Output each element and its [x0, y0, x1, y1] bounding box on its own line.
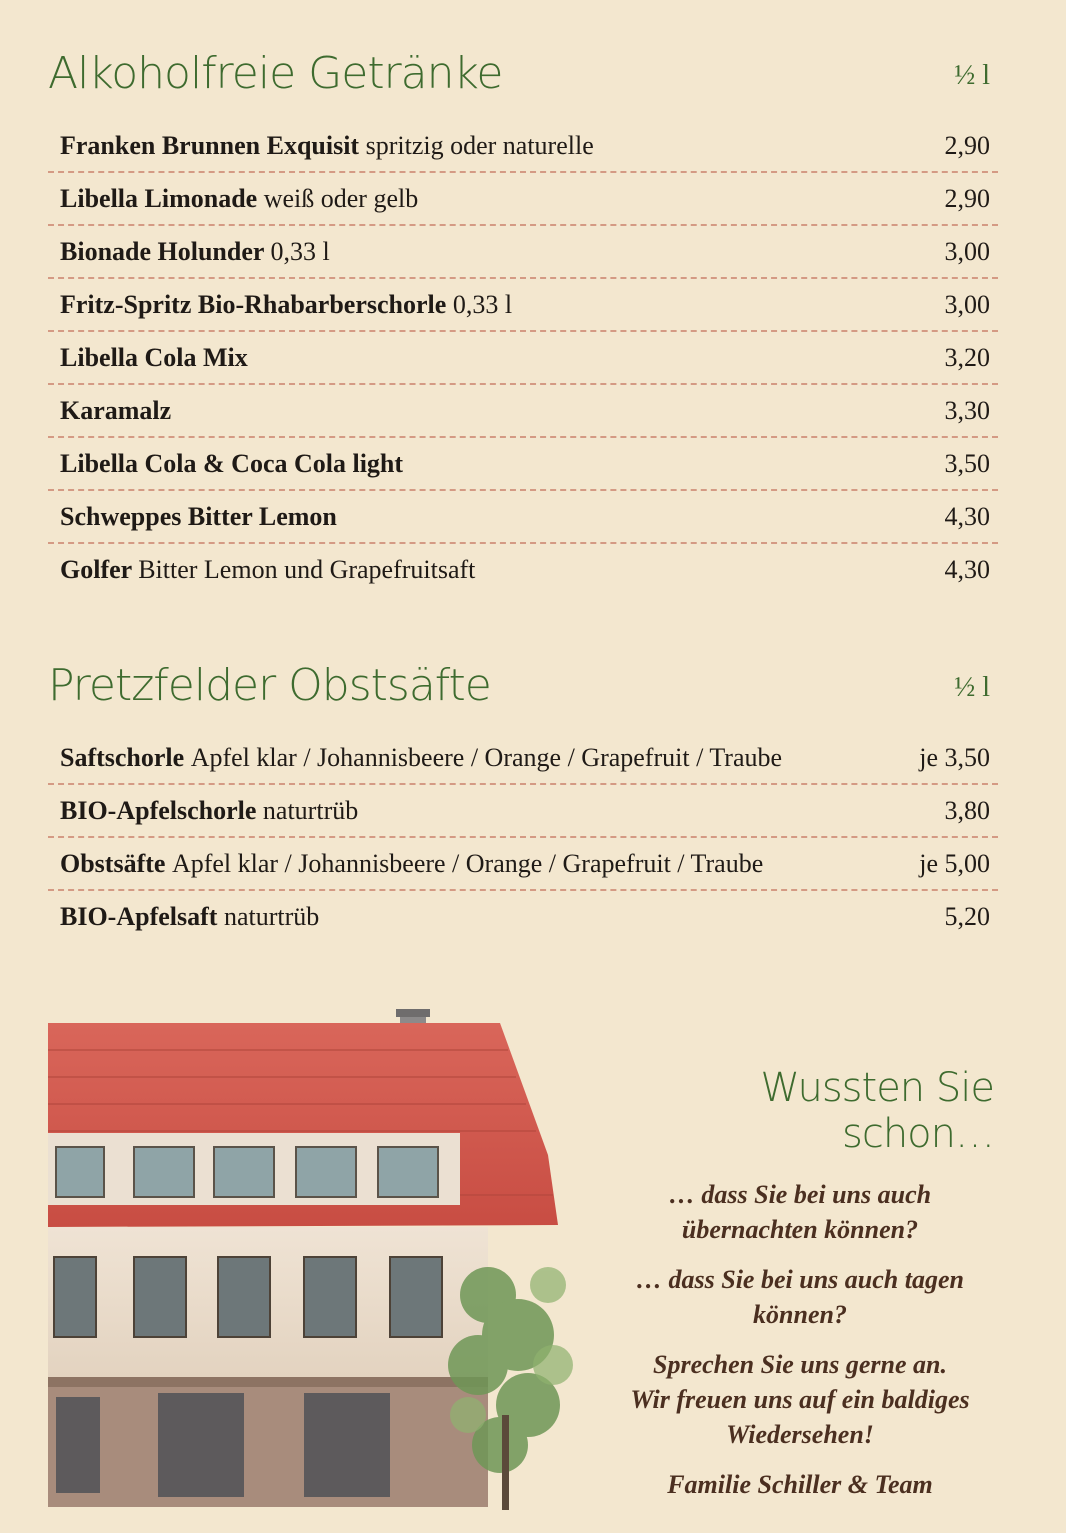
item-title: Golfer — [60, 555, 132, 584]
info-overnight-text: … dass Sie bei uns auch übernachten können? — [668, 1180, 932, 1244]
item-name — [60, 385, 171, 436]
item-price: je 5,00 — [919, 849, 990, 878]
item-price: 3,00 — [944, 290, 990, 319]
menu-item-row — [48, 891, 998, 942]
item-name — [60, 544, 475, 595]
menu-item-row — [48, 332, 998, 385]
menu-list — [48, 732, 998, 942]
item-name — [60, 838, 763, 889]
item-price: je 3,50 — [919, 743, 990, 772]
item-price: 3,30 — [944, 396, 990, 425]
menu-item-row — [48, 226, 998, 279]
item-title: BIO-Apfelsaft — [60, 902, 218, 931]
item-description: Bitter Lemon und Grapefruitsaft — [138, 555, 476, 584]
section-header — [48, 660, 998, 730]
section-alkoholfreie-getraenke — [48, 48, 998, 595]
menu-item-row — [48, 838, 998, 891]
item-description: 0,33 l — [270, 237, 330, 266]
item-name — [60, 120, 594, 171]
item-title: Schweppes Bitter Lemon — [60, 502, 337, 531]
menu-item-row — [48, 785, 998, 838]
item-price: 5,20 — [944, 902, 990, 931]
item-price: 4,30 — [944, 555, 990, 584]
info-meeting-text: … dass Sie bei uns auch tagen können? — [636, 1265, 964, 1329]
unit-label: ½ l — [954, 60, 990, 91]
item-name — [60, 891, 319, 942]
menu-item-row — [48, 544, 998, 595]
item-name — [60, 732, 782, 783]
menu-item-row — [48, 385, 998, 438]
item-title: Libella Cola Mix — [60, 343, 248, 372]
item-description: naturtrüb — [223, 902, 320, 931]
item-name — [60, 279, 512, 330]
item-price: 2,90 — [944, 184, 990, 213]
item-name — [60, 173, 418, 224]
item-title: Saftschorle — [60, 743, 185, 772]
item-price: 3,50 — [944, 449, 990, 478]
item-name — [60, 332, 248, 383]
info-signature: Familie Schiller & Team — [667, 1470, 933, 1499]
item-description: spritzig oder naturelle — [365, 131, 594, 160]
item-price: 3,80 — [944, 796, 990, 825]
item-name — [60, 438, 403, 489]
item-description: 0,33 l — [452, 290, 513, 319]
info-title: Wussten Sie schon… — [760, 1065, 994, 1157]
info-contact-text: Sprechen Sie uns gerne an. Wir freuen uns auf ein baldiges Wiedersehen! — [630, 1350, 970, 1449]
section-title: Pretzfelder Obstsäfte — [48, 660, 491, 711]
item-description: Apfel klar / Johannisbeere / Orange / Grapefruit / Traube — [171, 849, 764, 878]
item-description: Apfel klar / Johannisbeere / Orange / Grapefruit / Traube — [190, 743, 783, 772]
item-title: Fritz-Spritz Bio-Rhabarberschorle — [60, 290, 447, 319]
item-title: Bionade Holunder — [60, 237, 264, 266]
menu-item-row — [48, 279, 998, 332]
item-title: Karamalz — [60, 396, 172, 425]
menu-item-row — [48, 120, 998, 173]
item-title: BIO-Apfelschorle — [60, 796, 257, 825]
menu-item-row — [48, 438, 998, 491]
menu-item-row — [48, 491, 998, 544]
item-name — [60, 785, 358, 836]
menu-list — [48, 120, 998, 595]
item-title: Libella Cola & Coca Cola light — [60, 449, 404, 478]
menu-item-row — [48, 732, 998, 785]
item-name — [60, 226, 330, 277]
item-title: Libella Limonade — [60, 184, 258, 213]
item-price: 4,30 — [944, 502, 990, 531]
item-price: 3,00 — [944, 237, 990, 266]
section-header — [48, 48, 998, 118]
item-title: Obstsäfte — [60, 849, 166, 878]
unit-label: ½ l — [954, 672, 990, 703]
item-description: weiß oder gelb — [263, 184, 419, 213]
item-description: naturtrüb — [262, 796, 359, 825]
item-name — [60, 491, 337, 542]
item-price: 3,20 — [944, 343, 990, 372]
section-title: Alkoholfreie Getränke — [48, 48, 503, 99]
section-pretzfelder-obstsaefte — [48, 660, 998, 942]
item-price: 2,90 — [944, 131, 990, 160]
menu-item-row — [48, 173, 998, 226]
item-title: Franken Brunnen Exquisit — [60, 131, 360, 160]
hotel-building-watercolor-icon — [48, 1005, 578, 1515]
info-box — [600, 1065, 1000, 1517]
